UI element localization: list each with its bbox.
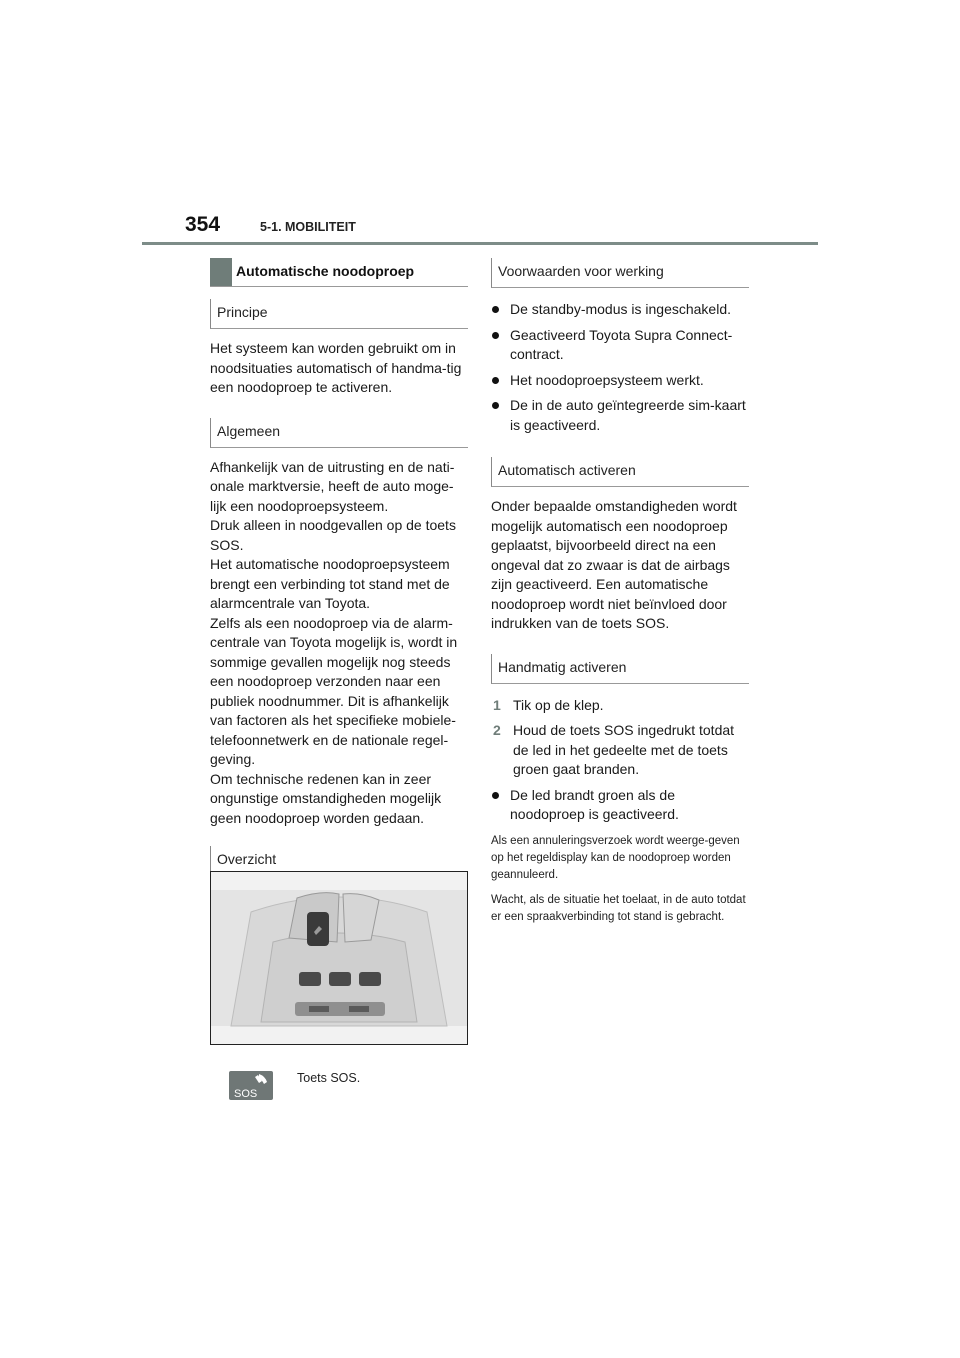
step-text: Tik op de klep. — [513, 696, 604, 713]
sos-phone-icon — [229, 1071, 273, 1100]
step-item — [491, 721, 749, 780]
paragraph: Het systeem kan worden gebruikt om in noodsituaties automatisch of handma-tig een noodoproep te activeren. — [210, 340, 462, 395]
principe-heading: Principe — [210, 299, 468, 329]
voorwaarden-heading: Voorwaarden voor werking — [491, 258, 749, 288]
handmatig-steps — [491, 696, 749, 780]
note-text: Als een annuleringsverzoek wordt weerge-geven op het regeldisplay kan de noodoproep worden geannuleerd. — [491, 834, 740, 881]
section-heading — [210, 258, 468, 287]
section-heading-text: Automatische noodoproep — [236, 263, 415, 279]
right-column — [491, 258, 749, 926]
header-rule — [142, 242, 818, 245]
overzicht-heading: Overzicht — [210, 846, 468, 876]
paragraph: Het automatische noodoproepsysteem brengt een verbinding tot stand met de alarmcentrale van Toyota. — [210, 556, 450, 611]
automatisch-heading: Automatisch activeren — [491, 457, 749, 487]
list-item: De led brandt groen als de noodoproep is geactiveerd. — [491, 786, 749, 825]
paragraph: Afhankelijk van de uitrusting en de nati-onale marktversie, heeft de auto moge-lijk een noodoproepsysteem. — [210, 458, 455, 514]
page-number: 354 — [185, 213, 221, 236]
sos-icon-label: SOS — [234, 1088, 258, 1100]
sos-icon — [229, 1071, 273, 1100]
paragraph: Om technische redenen kan in zeer ongunstige omstandigheden mogelijk geen noodoproep worden gedaan. — [210, 770, 442, 826]
paragraph: Onder bepaalde omstandigheden wordt mogelijk automatisch een noodoproep geplaatst, bijvoorbeeld direct na een ongeval dat zo zwaar is dat de airbags zijn geactiveerd. Een automatische noodoproep wordt niet beïnvloed door indrukken van de toets SOS. — [491, 498, 737, 631]
list-item: Het noodoproepsysteem werkt. — [491, 371, 749, 391]
left-column — [210, 258, 468, 876]
handmatig-result-list — [491, 786, 749, 825]
algemeen-heading: Algemeen — [210, 418, 468, 448]
note-text: Wacht, als de situatie het toelaat, in de auto totdat er een spraakverbinding tot stand is gebracht. — [491, 893, 746, 923]
chapter-title: 5-1. MOBILITEIT — [260, 220, 356, 234]
roof-console-illustration — [211, 872, 467, 1044]
handmatig-heading: Handmatig activeren — [491, 654, 749, 684]
algemeen-text — [210, 458, 468, 829]
principe-text — [210, 339, 468, 398]
paragraph: Zelfs als een noodoproep via de alarm-centrale van Toyota mogelijk is, wordt in sommige gevallen mogelijk nog steeds een noodoproep verzonden naar een publiek noodnummer. Dit is afhankelijk van factoren als het specifieke mobiele-telefoonnetwerk en de nationale regel-geving. — [210, 614, 458, 767]
paragraph: Druk alleen in noodgevallen op de toets SOS. — [210, 517, 456, 553]
list-item: Geactiveerd Toyota Supra Connect-contract. — [491, 326, 749, 365]
step-number: 2 — [493, 722, 501, 738]
overview-figure — [210, 871, 468, 1045]
list-item: De in de auto geïntegreerde sim-kaart is geactiveerd. — [491, 396, 749, 435]
sos-caption: Toets SOS. — [297, 1071, 361, 1085]
heading-bar — [210, 258, 232, 286]
step-number: 1 — [493, 696, 501, 713]
step-text: Houd de toets SOS ingedrukt totdat de led in het gedeelte met de toets groen gaat branden. — [513, 722, 735, 777]
step-item — [491, 696, 749, 716]
list-item: De standby-modus is ingeschakeld. — [491, 300, 749, 320]
voorwaarden-list — [491, 300, 749, 435]
automatisch-text — [491, 497, 749, 634]
